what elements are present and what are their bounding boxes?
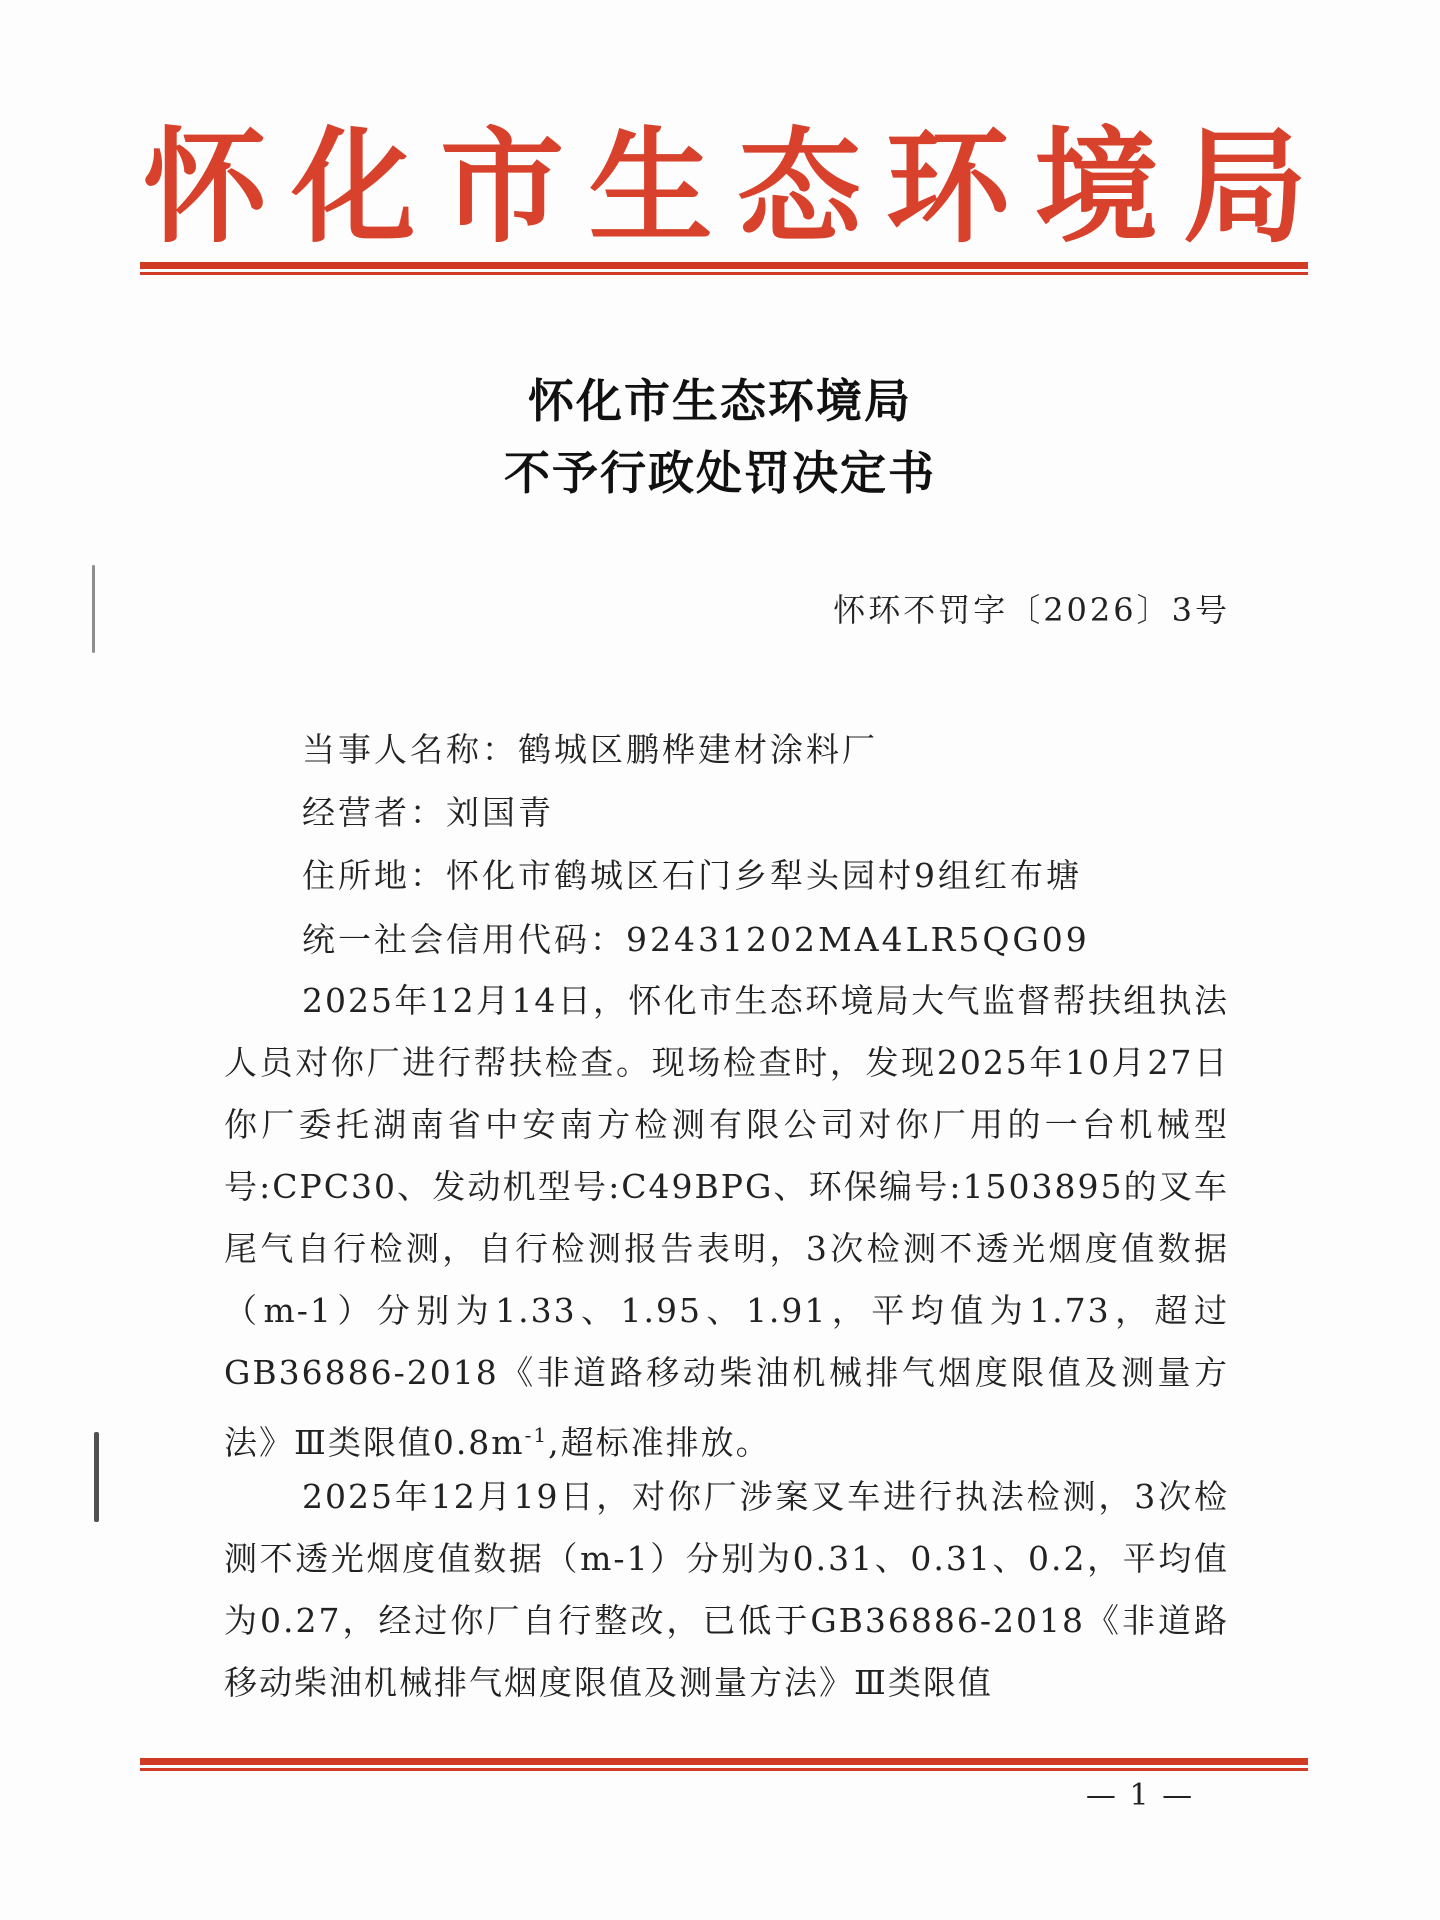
document-number: 怀环不罚字〔2026〕3号	[833, 591, 1230, 629]
masthead-char: 市	[440, 116, 565, 260]
page-number: — 1 —	[1085, 1778, 1195, 1813]
footer-divider-thick	[140, 1758, 1308, 1765]
party-address: 住所地：怀化市鹤城区石门乡犁头园村9组红布塘	[302, 856, 1082, 895]
party-operator: 经营者：刘国青	[302, 793, 554, 832]
masthead-char: 态	[737, 116, 862, 260]
masthead-char: 生	[588, 116, 713, 260]
binding-mark	[94, 1432, 99, 1522]
agency-masthead	[140, 118, 1310, 258]
masthead-char: 化	[291, 116, 416, 260]
footer-divider-thin	[140, 1768, 1308, 1771]
paragraph-1-text: 2025年12月14日，怀化市生态环境局大气监督帮扶组执法人员对你厂进行帮扶检查。现场检查时，发现2025年10月27日你厂委托湖南省中安南方检测有限公司对你厂用的一台机械型号:CPC30、发动机型号:C49BPG、环保编号:1503895的叉车尾气自行检测，自行检测报告表明，3次检测不透光烟度值数据（m-1）分别为1.33、1.95、1.91，平均值为1.73，超过GB36886-2018《非道路移动柴油机械排气烟度限值及测量方法》Ⅲ类限值0.8m	[224, 981, 1229, 1462]
masthead-char: 局	[1182, 116, 1307, 260]
party-name: 当事人名称：鹤城区鹏桦建材涂料厂	[302, 730, 878, 769]
masthead-char: 环	[885, 116, 1010, 260]
body-paragraph-2: 2025年12月19日，对你厂涉案叉车进行执法检测，3次检测不透光烟度值数据（m-1）分别为0.31、0.31、0.2，平均值为0.27，经过你厂自行整改，已低于GB36886-2018《非道路移动柴油机械排气烟度限值及测量方法》Ⅲ类限值	[224, 1477, 1229, 1702]
paragraph-1-tail: ,超标准排放。	[548, 1423, 771, 1462]
body-paragraph-1	[224, 970, 1229, 1462]
masthead-divider-thick	[140, 262, 1308, 269]
party-credit-code: 统一社会信用代码：92431202MA4LR5QG09	[302, 920, 1090, 959]
document-title-type: 不予行政处罚决定书	[504, 446, 936, 500]
masthead-char: 境	[1034, 116, 1159, 260]
paragraph-1-superscript: -1	[524, 1423, 549, 1447]
masthead-divider-thin	[140, 272, 1308, 275]
binding-mark	[92, 565, 95, 653]
document-title-agency: 怀化市生态环境局	[528, 374, 912, 428]
masthead-char: 怀	[142, 116, 267, 260]
